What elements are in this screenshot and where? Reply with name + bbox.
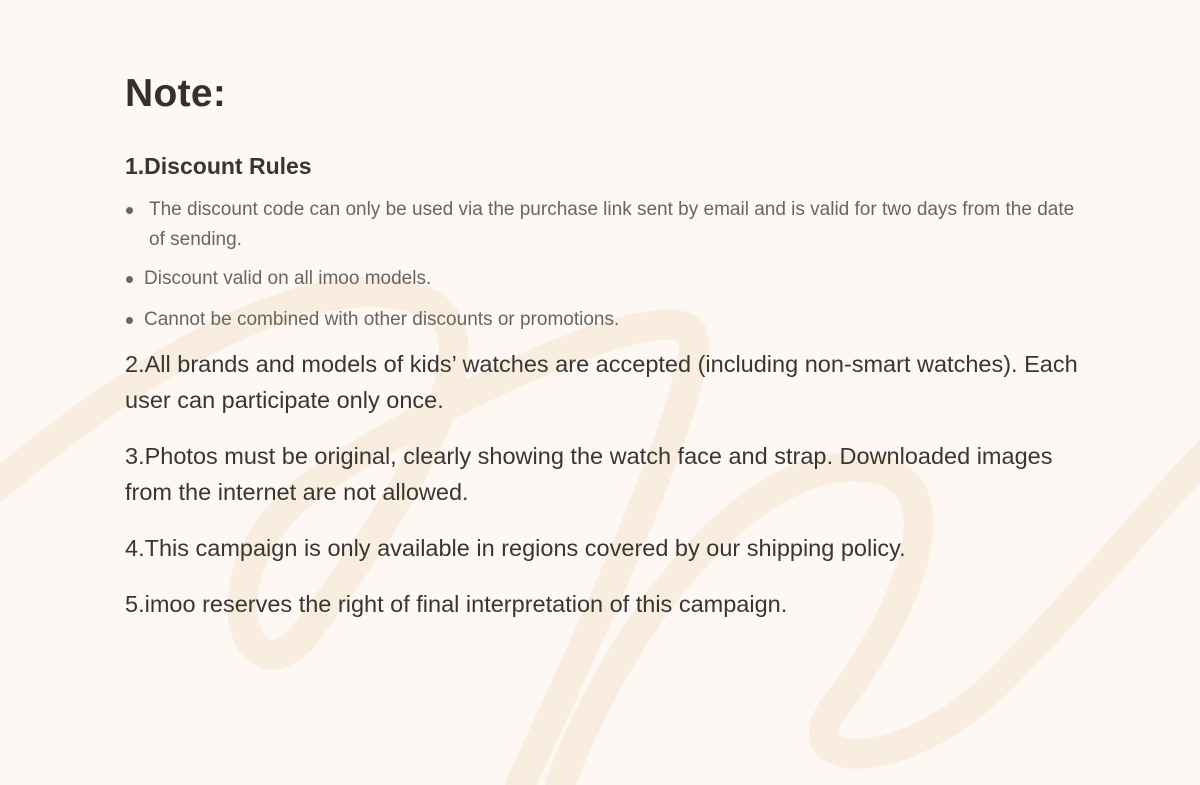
discount-rules-list: [125, 195, 1085, 335]
list-item-text: The discount code can only be used via the purchase link sent by email and is valid for two days from the date of sending.: [149, 199, 1075, 250]
rule-accepted-watches: 2.All brands and models of kids’ watches are accepted (including non-smart watches). Each user can participate only once.: [125, 351, 1078, 413]
discount-rules-title: 1.Discount Rules: [125, 153, 312, 179]
list-item: [125, 305, 1085, 335]
bullet-dot-icon: [126, 276, 133, 283]
list-item: [125, 264, 1085, 294]
list-item: [125, 195, 1085, 255]
rule-original-photos: 3.Photos must be original, clearly showing the watch face and strap. Downloaded images from the internet are not allowed.: [125, 443, 1053, 505]
rule-final-interpretation: 5.imoo reserves the right of final interpretation of this campaign.: [125, 591, 788, 617]
note-title: Note:: [125, 72, 227, 115]
campaign-notes: [125, 70, 1085, 642]
rule-shipping-regions: 4.This campaign is only available in regions covered by our shipping policy.: [125, 535, 906, 561]
bullet-dot-icon: [126, 207, 133, 214]
bullet-dot-icon: [126, 317, 133, 324]
list-item-text: Discount valid on all imoo models.: [144, 268, 432, 289]
list-item-text: Cannot be combined with other discounts or promotions.: [144, 309, 620, 330]
